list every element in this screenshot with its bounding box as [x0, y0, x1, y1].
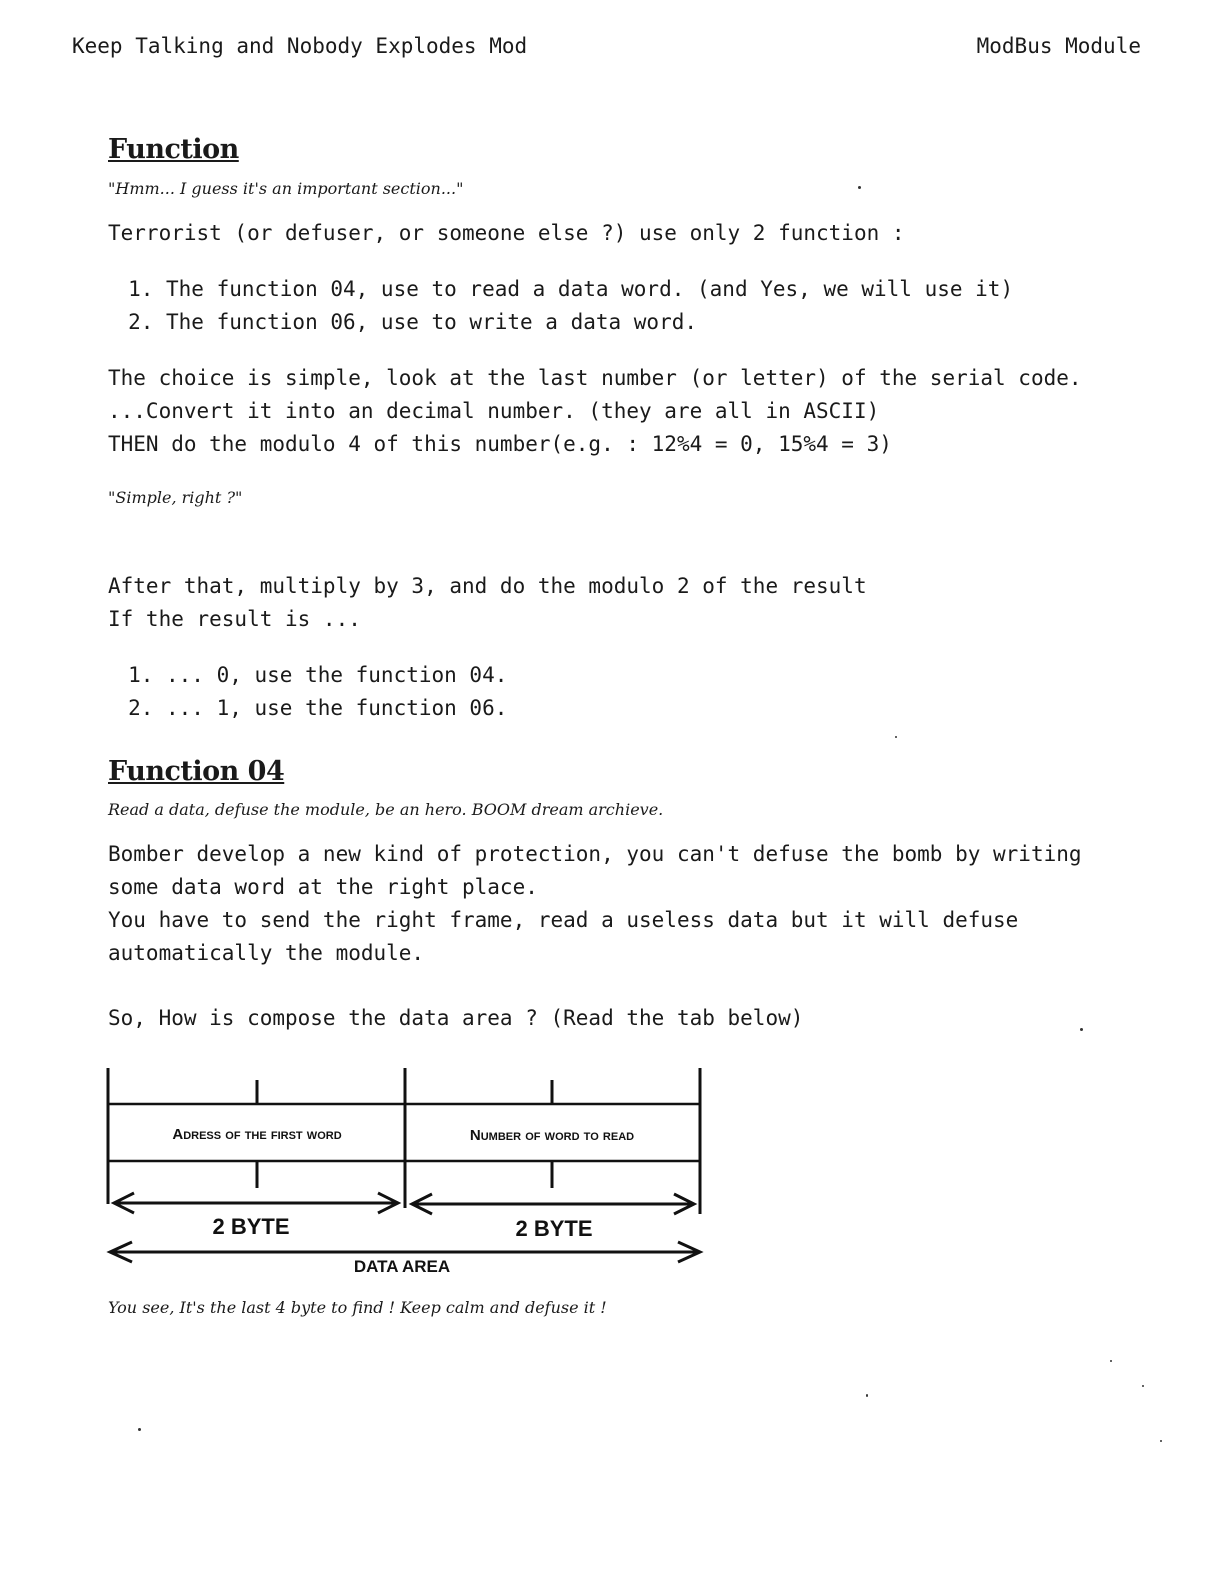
- header-right-title: ModBus Module: [976, 34, 1141, 58]
- page-content: [108, 130, 1088, 1035]
- body-line: You have to send the right frame, read a useless data but it will defuse: [108, 908, 1019, 932]
- paper-speck: [866, 1394, 868, 1397]
- paper-speck: [1160, 1440, 1162, 1442]
- choice-line: The choice is simple, look at the last number (or letter) of the serial code.: [108, 366, 1082, 390]
- section04-quote: Read a data, defuse the module, be an hero. BOOM dream archieve.: [108, 800, 664, 819]
- list-item: 2. ... 1, use the function 06.: [166, 692, 1088, 725]
- after-line: After that, multiply by 3, and do the modulo 2 of the result: [108, 574, 867, 598]
- choice-line: THEN do the modulo 4 of this number(e.g. : 12%4 = 0, 15%4 = 3): [108, 432, 892, 456]
- paper-speck: [1142, 1385, 1144, 1387]
- body-line: some data word at the right place.: [108, 875, 538, 899]
- section-title-function: Function: [108, 134, 239, 165]
- list-item: 1. ... 0, use the function 04.: [166, 659, 1088, 692]
- diagram-byte-1: 2 BYTE: [212, 1214, 290, 1239]
- choice-paragraph: [108, 362, 1088, 461]
- list-item: 1. The function 04, use to read a data word. (and Yes, we will use it): [166, 273, 1088, 306]
- data-area-diagram: [100, 1062, 720, 1282]
- body-line: Bomber develop a new kind of protection, you can't defuse the bomb by writing: [108, 842, 1082, 866]
- footer-quote: You see, It's the last 4 byte to find ! Keep calm and defuse it !: [108, 1298, 607, 1317]
- section04-body: [108, 838, 1088, 970]
- diagram-cell-2: Number of word to read: [469, 1127, 635, 1144]
- after-paragraph: [108, 570, 1088, 636]
- section-title-function04: Function 04: [108, 756, 285, 787]
- section-quote: "Hmm... I guess it's an important section...": [108, 179, 464, 198]
- diagram-cell-1: Adress of the first word: [172, 1126, 342, 1143]
- paper-speck: [1110, 1360, 1112, 1362]
- paper-speck: [1080, 1028, 1083, 1031]
- header-left-title: Keep Talking and Nobody Explodes Mod: [72, 34, 528, 58]
- paper-speck: [138, 1428, 141, 1431]
- diagram-byte-2: 2 BYTE: [515, 1216, 593, 1241]
- body-line: automatically the module.: [108, 941, 425, 965]
- choice-line: ...Convert it into an decimal number. (they are all in ASCII): [108, 399, 880, 423]
- paper-speck: [858, 186, 861, 189]
- data-area-question: So, How is compose the data area ? (Read the tab below): [108, 1006, 804, 1030]
- list-item: 2. The function 06, use to write a data word.: [166, 306, 1088, 339]
- intro-paragraph: Terrorist (or defuser, or someone else ?) use only 2 function :: [108, 221, 905, 245]
- simple-quote: "Simple, right ?": [108, 488, 243, 507]
- result-list: [108, 659, 1088, 725]
- diagram-data-area: DATA AREA: [353, 1257, 451, 1276]
- after-line: If the result is ...: [108, 607, 361, 631]
- function-list: [108, 273, 1088, 339]
- paper-speck: [895, 736, 897, 738]
